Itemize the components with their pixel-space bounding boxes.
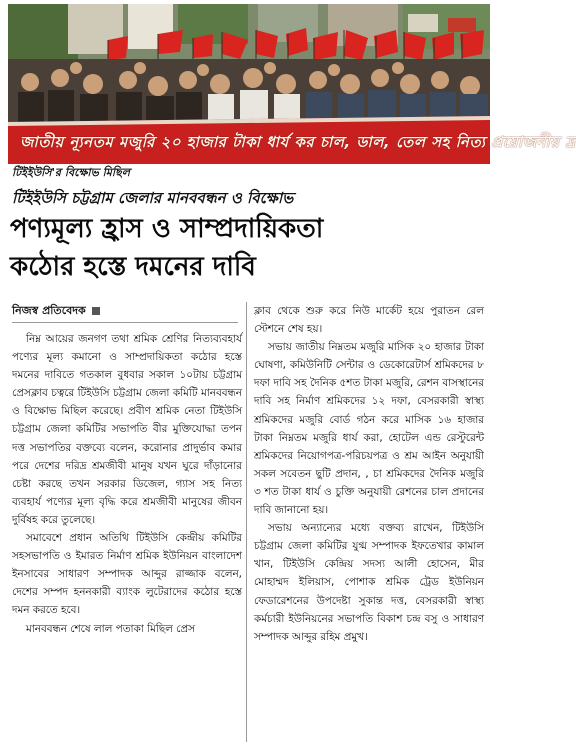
square-bullet-icon (92, 307, 100, 315)
article-paragraph: নিম্ন আয়ের জনগণ তথা শ্রমিক শ্রেণির নিত্যব্যবহার্য পণ্যের মূল্য কমানো ও সাম্প্রদায়িকতা কঠোর হস্তে দমনের দাবিতে গতকাল বুধবার সকাল ১০টায় চট্টগ্রাম প্রেসক্লাব চত্বরে টিইউসি চট্টগ্রাম জেলা কমিটি মানববন্ধন ও বিক্ষোভ মিছিল করেছে। প্রবীণ শ্রমিক নেতা টিইউসি চট্টগ্রাম জেলা কমিটির সভাপতি বীর মুক্তিযোদ্ধা তপন দত্ত সভাপতির বক্তব্যে বলেন, করোনার প্রাদুর্ভাব কমার পরে দেশের দরিদ্র শ্রমজীবী মানুষ যখন ঘুরে দাঁড়ানোর চেষ্টা করছে তখন সরকার ডিজেল, গ্যাস সহ নিত্য ব্যবহার্য পণ্যের মূল্য বৃদ্ধি করে শ্রমজীবী মানুষের জীবন দুর্বিষহ করে তুলেছে। (12, 333, 242, 526)
article-paragraph: সভায় জাতীয় নিম্নতম মজুরি মাসিক ২০ হাজার টাকা ঘোষণা, কমিউনিটি সেন্টার ও ডেকোরেটার্স শ্রমিকদের ৮ দফা দাবি সহ দৈনিক ৫শত টাকা মজুরি, রেশন বাসস্থানের দাবি সহ নির্মাণ শ্রমিকদের ১২ দফা, বেসরকারী স্বাস্থ্য শ্রমিকদের মজুরি বোর্ড গঠন করে মাসিক ১৬ হাজার টাকা নিম্নতম মজুরি ধার্য করা, হোটেল এন্ড রেস্টুরেন্ট শ্রমিকদের নিয়োগপত্র-পরিচয়পত্র ও শ্রম আইন অনুযায়ী সকল সবেতন ছুটি প্রদান, , চা শ্রমিকদের দৈনিক মজুরি ৩ শত টাকা ধার্য ও চুক্তি অনুযায়ী রেশনের চাল প্রদানের দাবি জানানো হয়। (254, 341, 484, 517)
byline (12, 302, 100, 320)
column-divider (246, 302, 247, 742)
banner-slogan: জাতীয় ন্যূনতম মজুরি ২০ হাজার টাকা ধার্য কর চাল, ডাল, তেল সহ নিত্য প্রয়োজনীয় দ্র (20, 133, 576, 151)
kicker-subheadline: টিইইউসি চট্টগ্রাম জেলার মানববন্ধন ও বিক্ষোভ (12, 189, 294, 207)
article-paragraph: ক্লাব থেকে শুরু করে নিউ মার্কেট হয়ে পুরাতন রেল স্টেশনে শেষ হয়। (254, 305, 484, 336)
rally-photo (8, 4, 576, 164)
headline (10, 210, 490, 286)
byline-text: নিজস্ব প্রতিবেদক (12, 304, 86, 317)
byline-divider (12, 322, 238, 323)
article-column-left (12, 330, 242, 742)
headline-line-2: কঠোর হস্তে দমনের দাবি (10, 252, 256, 282)
article-paragraph: মানববন্ধন শেষে লাল পতাকা মিছিল প্রেস (26, 622, 195, 635)
photo-caption: টিইইউসি'র বিক্ষোভ মিছিল (12, 166, 130, 179)
article-paragraph: সভায় অন্যান্যের মধ্যে বক্তব্য রাখেন, টিইউসি চট্টগ্রাম জেলা কমিটির যুগ্ম সম্পাদক ইফতেখার কামাল খান, টিইউসি কেন্দ্রিয় সদস্য আলী হোসেন, মীর মোহাম্মদ ইলিয়াস, পোশাক শ্রমিক ট্রেড ইউনিয়ন ফেডারেশনের উপদেষ্টা সুকান্ত দত্ত, বেসরকারী স্বাস্থ্য কর্মচারী ইউনিয়নের সভাপতি বিকাশ চন্দ্র বসু ও সাধারণ সম্পাদক আব্দুর রহিম প্রমুখ। (254, 522, 484, 643)
article-paragraph: সমাবেশে প্রধান অতিথি টিইউসি কেন্দ্রীয় কমিটির সহসভাপতি ও ইমারত নির্মাণ শ্রমিক ইউনিয়ন বাংলাদেশ ইনসাবের সাধারণ সম্পাদক আব্দুর রাজ্জাক বলেন, দেশের সম্পদ হননকারী ব্যাংক লুটেরাদের কঠোর হস্তে দমন করতে হবে। (12, 532, 242, 617)
article-column-right (254, 302, 484, 742)
headline-line-1: পণ্যমূল্য হ্রাস ও সাম্প্রদায়িকতা (10, 214, 324, 244)
